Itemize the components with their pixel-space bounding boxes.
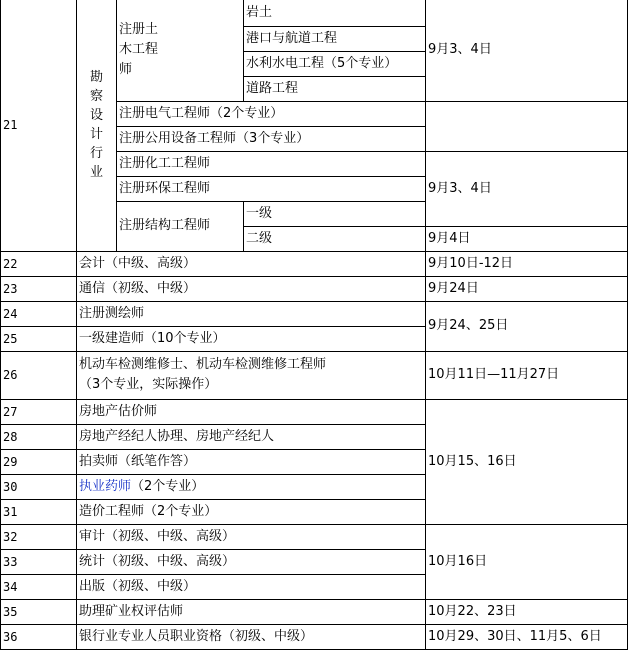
exam-name-28: 房地产经纪人协理、房地产经纪人 [77, 424, 426, 449]
row-number-32: 32 [1, 524, 77, 549]
row-number-25: 25 [1, 326, 77, 351]
exam-name-29: 拍卖师（纸笔作答） [77, 449, 426, 474]
civil-spec-port-waterway: 港口与航道工程 [244, 26, 426, 51]
electrical-engineer: 注册电气工程师（2个专业） [117, 101, 426, 126]
industry-label-survey-design: 勘察设计行业 [77, 0, 117, 251]
civil-engineer-label: 注册土木工程师 [117, 0, 244, 101]
exam-date-35: 10月22、23日 [426, 599, 628, 624]
civil-spec-geotechnical: 岩土 [244, 0, 426, 26]
exam-name-27: 房地产估价师 [77, 399, 426, 424]
exam-name-25: 一级建造师（10个专业） [77, 326, 426, 351]
chemical-engineer: 注册化工工程师 [117, 151, 426, 176]
row-number-27: 27 [1, 399, 77, 424]
structural-engineer: 注册结构工程师 [117, 201, 244, 251]
exam-name-32: 审计（初级、中级、高级） [77, 524, 426, 549]
row-number-28: 28 [1, 424, 77, 449]
exam-name-23: 通信（初级、中级） [77, 276, 426, 301]
structural-level-1: 一级 [244, 201, 426, 226]
exam-date-22: 9月10日-12日 [426, 251, 628, 276]
chem-env-exam-date: 9月3、4日 [426, 151, 628, 226]
row-number-34: 34 [1, 574, 77, 599]
civil-exam-date: 9月3、4日 [426, 0, 628, 101]
structural-level-2-date: 9月4日 [426, 226, 628, 251]
exam-name-30-rest: （2个专业） [131, 478, 205, 494]
exam-date-24-25: 9月24、25日 [426, 301, 628, 351]
row-number-29: 29 [1, 449, 77, 474]
row-number-23: 23 [1, 276, 77, 301]
exam-date-26: 10月11日—11月27日 [426, 351, 628, 399]
exam-name-26-line2: （3个专业，实际操作） [79, 377, 218, 392]
row-number-31: 31 [1, 499, 77, 524]
exam-date-27-31: 10月15、16日 [426, 399, 628, 524]
exam-name-26-line1: 机动车检测维修士、机动车检测维修工程师 [79, 357, 327, 372]
exam-name-35: 助理矿业权评估师 [77, 599, 426, 624]
exam-name-31: 造价工程师（2个专业） [77, 499, 426, 524]
structural-level-2: 二级 [244, 226, 426, 251]
exam-name-36: 银行业专业人员职业资格（初级、中级） [77, 624, 426, 649]
row-number-33: 33 [1, 549, 77, 574]
exam-date-23: 9月24日 [426, 276, 628, 301]
row-number-26: 26 [1, 351, 77, 399]
exam-name-26 [77, 351, 426, 399]
exam-date-36: 10月29、30日、11月5、6日 [426, 624, 628, 649]
row-number-30: 30 [1, 474, 77, 499]
utility-engineer: 注册公用设备工程师（3个专业） [117, 126, 426, 151]
civil-spec-road: 道路工程 [244, 76, 426, 101]
exam-name-33: 统计（初级、中级、高级） [77, 549, 426, 574]
exam-name-24: 注册测绘师 [77, 301, 426, 326]
exam-name-22: 会计（中级、高级） [77, 251, 426, 276]
row-number-22: 22 [1, 251, 77, 276]
row-number-36: 36 [1, 624, 77, 649]
row-number-21: 21 [1, 0, 77, 251]
row-number-24: 24 [1, 301, 77, 326]
civil-spec-water-conservancy: 水利水电工程（5个专业） [244, 51, 426, 76]
environmental-engineer: 注册环保工程师 [117, 176, 426, 201]
pharmacist-link[interactable]: 执业药师 [79, 478, 132, 494]
exam-name-34: 出版（初级、中级） [77, 574, 426, 599]
electrical-utility-date-cell [426, 101, 628, 151]
row-number-35: 35 [1, 599, 77, 624]
exam-name-30 [77, 474, 426, 499]
exam-date-32-34: 10月16日 [426, 524, 628, 599]
